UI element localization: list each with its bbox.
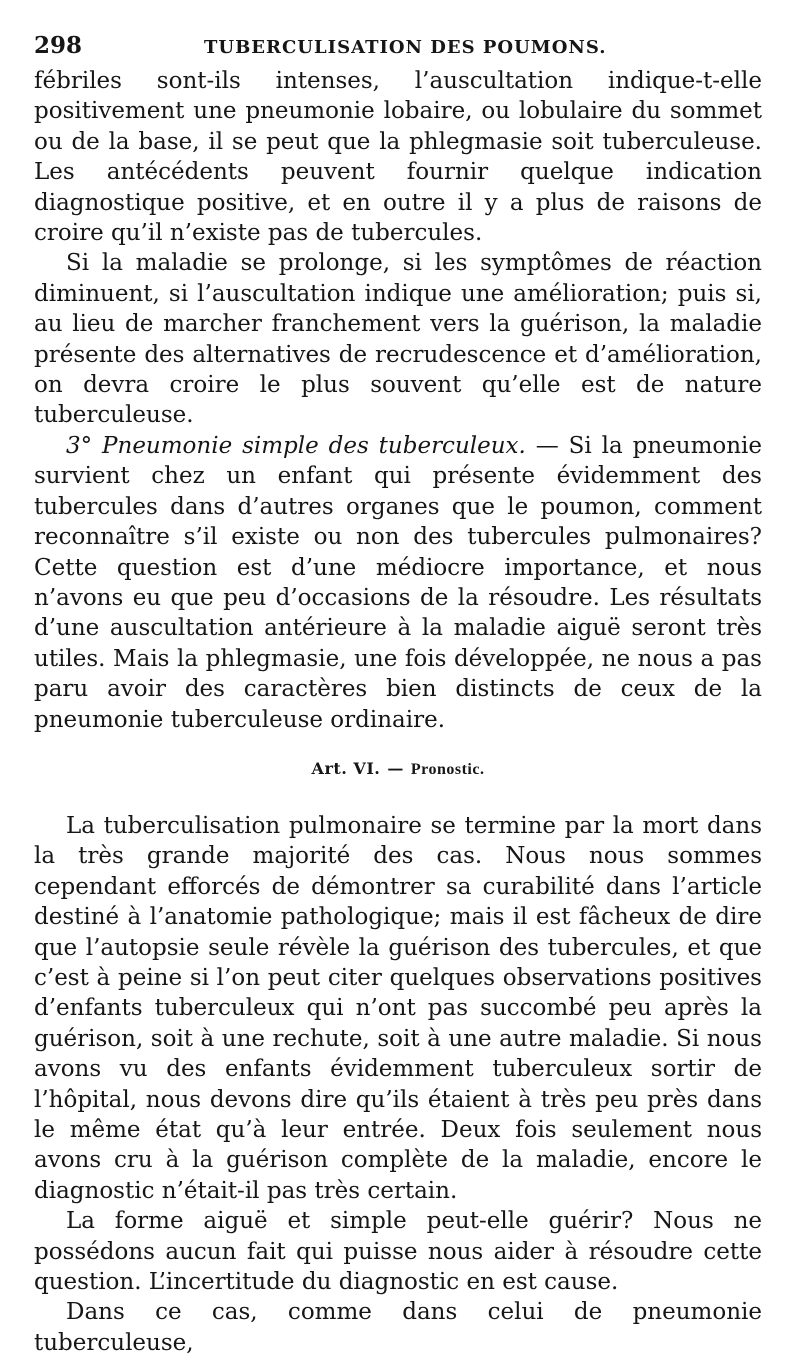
article-number: Art. VI. <box>311 758 381 778</box>
section-title: Pronostic. <box>410 760 485 778</box>
paragraph: Si la maladie se prolonge, si les symptômes de réaction diminuent, si l’auscultation indique une amélioration; puis si, au lieu de marcher franchement vers la guérison, la maladie présente des alternatives de recrudescence et d’amélioration, on devra croire le plus souvent qu’elle est de nature tuberculeuse. <box>34 250 762 429</box>
section-heading <box>34 759 762 779</box>
book-page <box>34 32 762 1358</box>
running-head <box>34 32 762 66</box>
numbered-heading: 3° Pneumonie simple des tuberculeux. <box>66 432 526 459</box>
heading-dash: — <box>387 758 404 778</box>
paragraph-numbered <box>34 431 762 735</box>
paragraph: La tuberculisation pulmonaire se termine par la mort dans la très grande majorité des cas. Nous nous sommes cependant efforcés de démontrer sa curabilité dans l’article destiné à l’anatomie pathologique; mais il est fâcheux de dire que l’autopsie seule révèle la guérison des tubercules, et que c’est à peine si l’on peut citer quelques observations positives d’enfants tuberculeux qui n’ont pas succombé peu après la guérison, soit à une rechute, soit à une autre maladie. Si nous avons vu des enfants évidemment tuberculeux sortir de l’hôpital, nous devons dire qu’ils étaient à très peu près dans le même état qu’à leur entrée. Deux fois seulement nous avons cru à la guérison complète de la maladie, encore le diagnostic n’était-il pas très certain. <box>34 812 762 1204</box>
paragraph-continued: fébriles sont-ils intenses, l’auscultation indique-t-elle positivement une pneumonie lobaire, ou lobulaire du sommet ou de la base, il se peut que la phlegmasie soit tuberculeuse. Les antécédents peuvent fournir quelque indication diagnostique positive, et en outre il y a plus de raisons de croire qu’il n’existe pas de tubercules. <box>34 68 762 247</box>
paragraph: Dans ce cas, comme dans celui de pneumonie tuberculeuse, <box>34 1299 762 1356</box>
page-number: 298 <box>34 32 83 59</box>
running-head-title: TUBERCULISATION DES POUMONS. <box>204 37 607 58</box>
section-body <box>34 811 762 1358</box>
paragraph-body: — Si la pneumonie survient chez un enfant qui présente évidemment des tubercules dans d’autres organes que le poumon, comment reconnaître s’il existe ou non des tubercules pulmonaires? Cette question est d’une médiocre importance, et nous n’avons eu que peu d’occasions de la résoudre. Les résultats d’une auscultation antérieure à la maladie aiguë seront très utiles. Mais la phlegmasie, une fois développée, ne nous a pas paru avoir des caractères bien distincts de ceux de la pneumonie tuberculeuse ordinaire. <box>34 432 763 733</box>
body-text <box>34 66 762 735</box>
paragraph: La forme aiguë et simple peut-elle guérir? Nous ne possédons aucun fait qui puisse nous aider à résoudre cette question. L’incertitude du diagnostic en est cause. <box>34 1208 762 1296</box>
